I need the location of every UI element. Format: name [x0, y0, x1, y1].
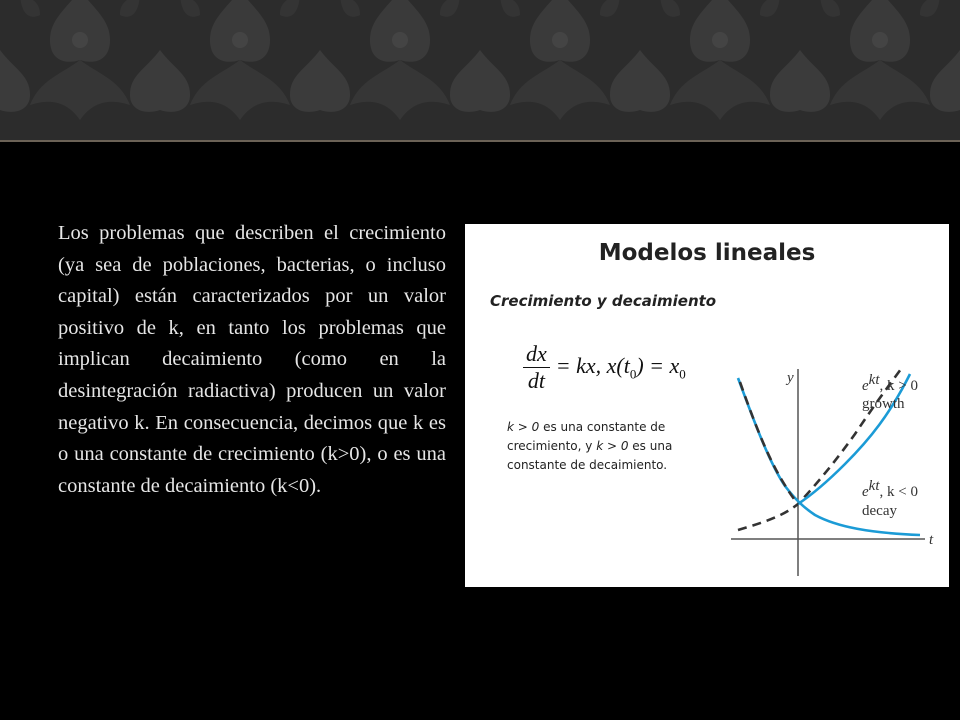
- note-p3: es una constante de decaimiento.: [507, 439, 673, 472]
- growth-label-cond: , k > 0: [879, 378, 918, 394]
- equation-rest-a: = kx, x(t: [555, 352, 630, 378]
- decay-label: [862, 478, 918, 500]
- growth-label-exp: kt: [868, 372, 880, 388]
- figure-title: Modelos lineales: [598, 240, 816, 266]
- growth-label-base: e: [862, 378, 869, 394]
- equation-numerator: dx: [523, 341, 550, 368]
- equation-rest-b: ) = x: [636, 352, 680, 378]
- equation-sub2: 0: [679, 366, 686, 382]
- note-k2: k > 0: [596, 439, 629, 453]
- figure-panel: [465, 224, 949, 587]
- growth-decay-plot: [465, 224, 949, 587]
- banner-divider: [0, 140, 960, 142]
- note-p1: es una constante de crecimiento: [507, 420, 666, 453]
- dashed-decay-curve: [740, 382, 798, 504]
- body-paragraph: Los problemas que describen el crecimiento (ya sea de poblaciones, bacterias, o incluso capital) están caracterizados por un valor positivo de k, en tanto los problemas que implican decaimiento (como en la desintegración radiactiva) producen un valor negativo k. En consecuencia, decimos que k es o una constante de crecimiento (k>0), o es una constante de decaimiento (k<0).: [58, 222, 446, 497]
- damask-banner: [0, 0, 960, 140]
- growth-word: growth: [862, 396, 905, 412]
- x-axis-label: t: [929, 532, 934, 548]
- decay-word: decay: [862, 503, 897, 519]
- equation-denominator: dt: [527, 368, 545, 393]
- equation-sub: 0: [629, 366, 637, 382]
- decay-label-exp: kt: [868, 478, 880, 494]
- decay-label-base: e: [862, 484, 869, 500]
- figure-subtitle: Crecimiento y decaimiento: [490, 292, 717, 310]
- y-axis-label: y: [787, 370, 794, 386]
- note-p2: , y: [577, 439, 597, 453]
- damask-pattern: [0, 0, 960, 140]
- note-k1: k > 0: [507, 420, 540, 434]
- decay-label-cond: , k < 0: [879, 484, 918, 500]
